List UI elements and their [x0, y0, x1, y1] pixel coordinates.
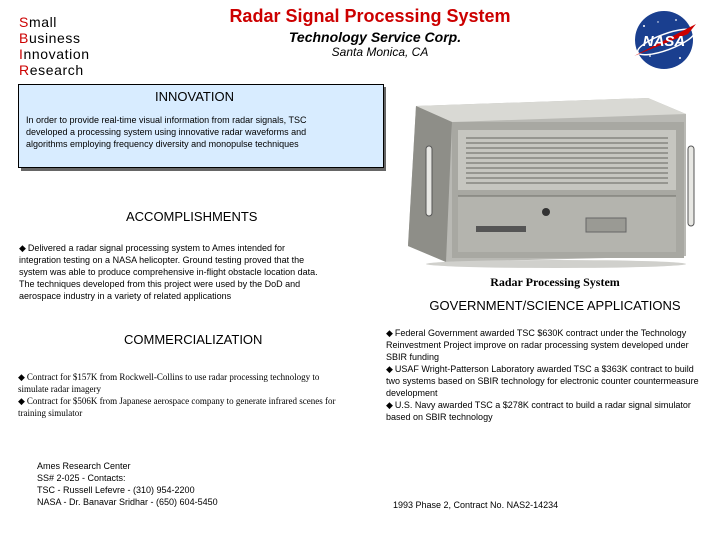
list-item: ◆ U.S. Navy awarded TSC a $278K contract to build a radar signal simulator based on SBIR technology: [386, 400, 691, 422]
radar-system-photo: [386, 86, 700, 268]
list-item: ◆ Federal Government awarded TSC $630K contract under the Technology Reinvestment Project improve on radar processing system developed under SBIR funding: [386, 328, 689, 362]
accomplishments-body: Delivered a radar signal processing system to Ames intended for integration testing on a NASA helicopter. Ground testing proved that the system was able to produce comprehensive in-flight obstacle location data. The techniques developed from this project were used by the DoD and aerospace industry in a variety of related applications: [19, 243, 318, 301]
page-title: Radar Signal Processing System: [229, 6, 511, 26]
sbir-line: Business: [19, 30, 81, 46]
nasa-logo: [628, 8, 704, 72]
company-name: Technology Service Corp.: [288, 29, 462, 45]
list-item: ◆ Contract for $506K from Japanese aerospace company to generate infrared scenes for training simulator: [18, 396, 336, 418]
sbir-line: Research: [19, 62, 84, 78]
government-heading: GOVERNMENT/SCIENCE APPLICATIONS: [429, 298, 681, 313]
accomplishments-heading: ACCOMPLISHMENTS: [126, 209, 258, 224]
company-location: Santa Monica, CA: [331, 45, 429, 59]
contract-number: 1993 Phase 2, Contract No. NAS2-14234: [393, 500, 559, 510]
list-item: ◆ Contract for $157K from Rockwell-Collins to use radar processing technology to simulate radar imagery: [18, 372, 320, 394]
nasa-logo-text: NASA: [642, 33, 686, 50]
innovation-heading: INNOVATION: [155, 89, 234, 104]
innovation-text: In order to provide real-time visual information from radar signals, TSC developed a processing system using innovative radar waveforms and algorithms employing frequency diversity and monopulse techniques: [26, 115, 307, 149]
photo-caption: Radar Processing System: [490, 275, 620, 289]
diamond-bullet-icon: ◆: [386, 328, 393, 338]
sbir-line: Small: [19, 14, 58, 30]
diamond-bullet-icon: ◆: [19, 243, 26, 253]
commercialization-list: [18, 371, 348, 419]
contact-line: SS# 2-025 - Contacts:: [37, 473, 126, 483]
sbir-block: [19, 14, 90, 78]
commercialization-heading: COMMERCIALIZATION: [124, 332, 263, 347]
accomplishments-text: [19, 242, 329, 302]
contact-line: TSC - Russell Lefevre - (310) 954-2200: [37, 485, 195, 495]
diamond-bullet-icon: ◆: [386, 364, 393, 374]
diamond-bullet-icon: ◆: [386, 400, 393, 410]
contact-block: [37, 460, 277, 508]
diamond-bullet-icon: ◆: [18, 396, 25, 406]
list-item: ◆ USAF Wright-Patterson Laboratory awarded TSC a $363K contract to build two systems based on SBIR technology for electronic counter countermeasure development: [386, 364, 699, 398]
sbir-line: Innovation: [19, 46, 90, 62]
contact-line: NASA - Dr. Banavar Sridhar - (650) 604-5450: [37, 497, 218, 507]
contact-line: Ames Research Center: [37, 461, 131, 471]
diamond-bullet-icon: ◆: [18, 372, 25, 382]
government-list: [386, 327, 708, 423]
